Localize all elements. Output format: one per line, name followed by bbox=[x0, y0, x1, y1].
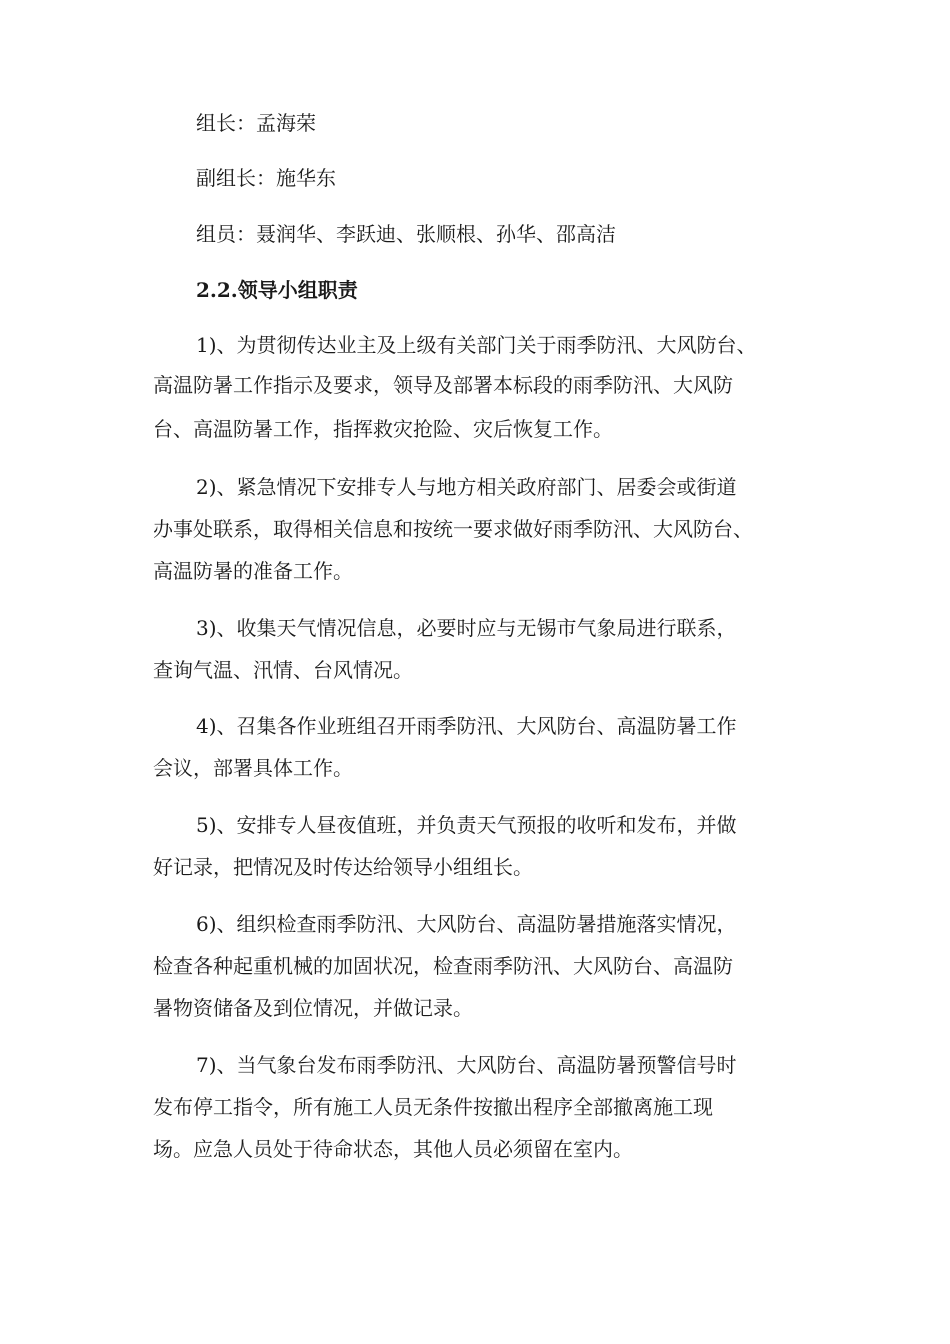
duty-line: 发布停工指令，所有施工人员无条件按撤出程序全部撤离施工现 bbox=[153, 1095, 713, 1119]
duty-line: 高温防暑的准备工作。 bbox=[153, 559, 353, 583]
duty-line: 6)、组织检查雨季防汛、大风防台、高温防暑措施落实情况， bbox=[196, 912, 737, 936]
duty-line: 台、高温防暑工作，指挥救灾抢险、灾后恢复工作。 bbox=[153, 417, 613, 441]
section-heading: 2.2.领导小组职责 bbox=[196, 278, 358, 302]
group-leader: 组长：孟海荣 bbox=[196, 111, 316, 135]
duty-line: 5)、安排专人昼夜值班，并负责天气预报的收听和发布，并做 bbox=[196, 813, 737, 837]
deputy-group-leader: 副组长：施华东 bbox=[196, 166, 336, 190]
duty-line: 会议，部署具体工作。 bbox=[153, 756, 353, 780]
duty-line: 暑物资储备及到位情况，并做记录。 bbox=[153, 996, 473, 1020]
duty-line: 查询气温、汛情、台风情况。 bbox=[153, 658, 413, 682]
duty-line: 2)、紧急情况下安排专人与地方相关政府部门、居委会或街道 bbox=[196, 475, 737, 499]
duty-line: 高温防暑工作指示及要求，领导及部署本标段的雨季防汛、大风防 bbox=[153, 373, 733, 397]
duty-line: 3)、收集天气情况信息，必要时应与无锡市气象局进行联系， bbox=[196, 616, 737, 640]
duty-line: 1)、为贯彻传达业主及上级有关部门关于雨季防汛、大风防台、 bbox=[196, 333, 757, 357]
duty-line: 场。应急人员处于待命状态，其他人员必须留在室内。 bbox=[153, 1137, 633, 1161]
duty-line: 4)、召集各作业班组召开雨季防汛、大风防台、高温防暑工作 bbox=[196, 714, 737, 738]
duty-line: 办事处联系，取得相关信息和按统一要求做好雨季防汛、大风防台、 bbox=[153, 517, 753, 541]
duty-line: 7)、当气象台发布雨季防汛、大风防台、高温防暑预警信号时 bbox=[196, 1053, 737, 1077]
duty-line: 检查各种起重机械的加固状况，检查雨季防汛、大风防台、高温防 bbox=[153, 954, 733, 978]
group-members: 组员：聂润华、李跃迪、张顺根、孙华、邵高洁 bbox=[196, 222, 616, 246]
duty-line: 好记录，把情况及时传达给领导小组组长。 bbox=[153, 855, 533, 879]
